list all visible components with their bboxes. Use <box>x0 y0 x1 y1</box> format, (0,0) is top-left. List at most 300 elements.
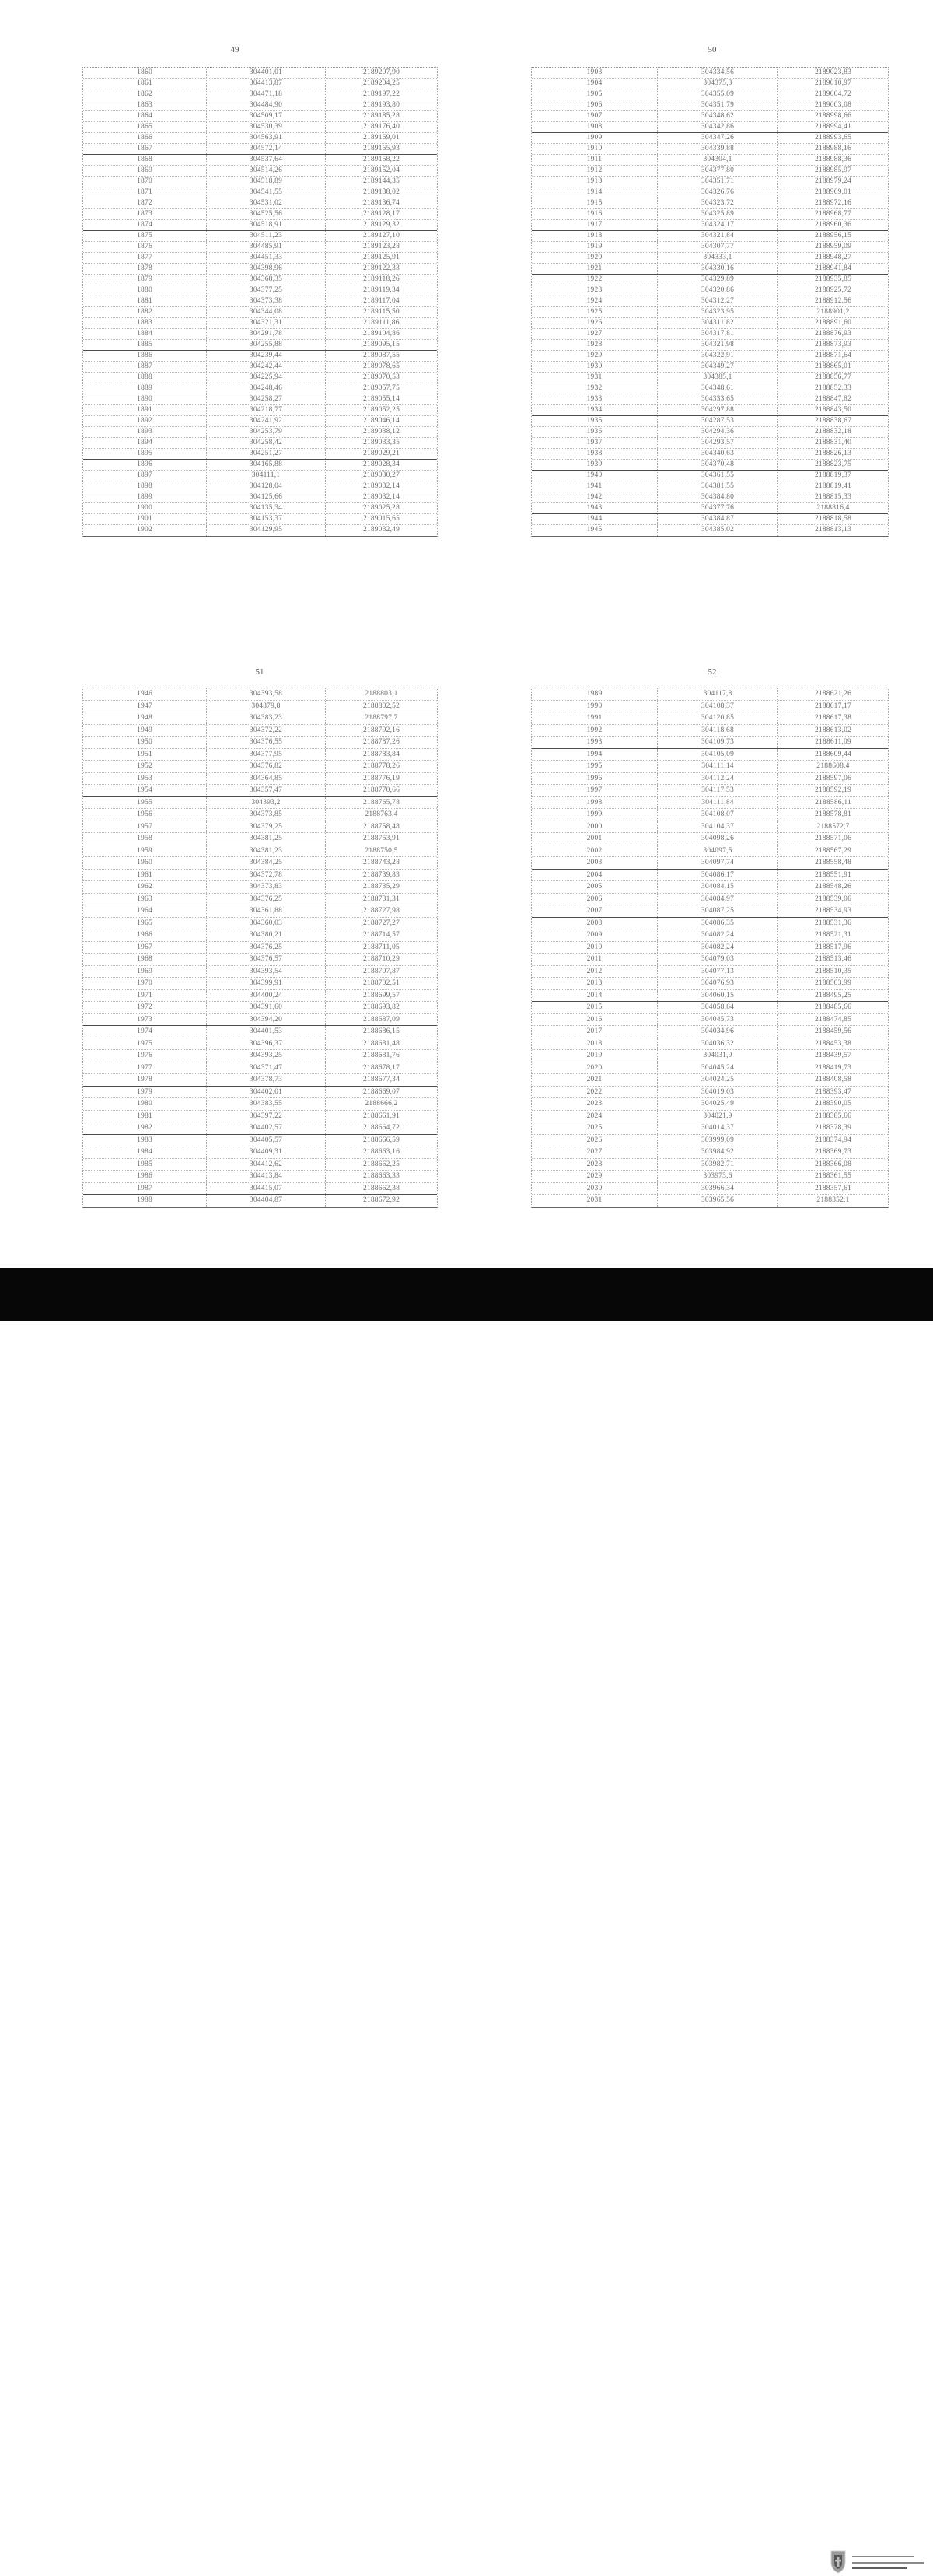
point-number: 1977 <box>83 1062 207 1074</box>
table-row <box>83 231 437 242</box>
point-number: 1906 <box>532 100 658 110</box>
y-coordinate: 2188960,36 <box>814 221 852 229</box>
table-row <box>83 427 437 438</box>
table-row <box>532 1122 888 1135</box>
y-coordinate: 2188803,1 <box>365 690 398 698</box>
y-coordinate: 2188408,58 <box>814 1076 852 1083</box>
x-coordinate: 304304,1 <box>658 155 778 165</box>
x-coordinate: 304368,35 <box>207 275 326 285</box>
y-coordinate: 2188419,73 <box>814 1063 852 1072</box>
x-coordinate: 304405,57 <box>207 1135 326 1146</box>
table-row <box>532 1026 888 1038</box>
table-row <box>532 701 888 713</box>
point-number: 1989 <box>532 688 658 700</box>
y-coordinate: 2188678,17 <box>362 1063 400 1072</box>
point-number: 1886 <box>83 351 207 361</box>
point-number: 1867 <box>83 144 207 154</box>
point-number: 1923 <box>532 285 658 296</box>
y-coordinate: 2189004,72 <box>814 90 852 98</box>
y-coordinate: 2188823,75 <box>814 460 852 468</box>
point-number: 1921 <box>532 264 658 274</box>
table-row <box>83 809 437 821</box>
x-coordinate: 304242,44 <box>207 362 326 372</box>
point-number: 1943 <box>532 503 658 513</box>
y-coordinate: 2188592,19 <box>814 786 852 794</box>
point-number: 1907 <box>532 111 658 121</box>
point-number: 1893 <box>83 427 207 437</box>
x-coordinate: 304321,98 <box>658 340 778 350</box>
y-coordinate: 2189095,15 <box>362 341 400 348</box>
point-number: 1951 <box>83 749 207 761</box>
table-row <box>83 990 437 1003</box>
x-coordinate: 304086,17 <box>658 870 778 881</box>
point-number: 2027 <box>532 1146 658 1158</box>
x-coordinate: 304108,07 <box>658 809 778 821</box>
table-row <box>83 870 437 882</box>
x-coordinate: 304340,63 <box>658 449 778 459</box>
x-coordinate: 304396,37 <box>207 1038 326 1050</box>
x-coordinate: 304385,02 <box>658 525 778 536</box>
y-coordinate: 2188714,57 <box>362 931 400 939</box>
x-coordinate: 304348,61 <box>658 383 778 394</box>
y-coordinate: 2188710,29 <box>362 955 400 963</box>
table-row <box>532 1159 888 1171</box>
x-coordinate: 304376,25 <box>207 942 326 954</box>
x-coordinate: 304376,57 <box>207 954 326 965</box>
table-row <box>83 166 437 177</box>
x-coordinate: 304402,57 <box>207 1122 326 1134</box>
x-coordinate: 304348,62 <box>658 111 778 121</box>
x-coordinate: 304402,01 <box>207 1087 326 1098</box>
table-row <box>532 1135 888 1147</box>
table-row <box>532 264 888 275</box>
table-row <box>532 809 888 821</box>
x-coordinate: 304347,26 <box>658 133 778 143</box>
point-number: 2025 <box>532 1122 658 1134</box>
y-coordinate: 2188988,16 <box>814 145 852 152</box>
point-number: 1987 <box>83 1183 207 1195</box>
table-row <box>83 1111 437 1123</box>
x-coordinate: 304082,24 <box>658 929 778 941</box>
point-number: 1863 <box>83 100 207 110</box>
table-row <box>532 1074 888 1087</box>
y-coordinate: 2188948,27 <box>814 254 852 261</box>
y-coordinate: 2188816,4 <box>816 504 850 512</box>
y-coordinate: 2189032,49 <box>362 526 400 534</box>
y-coordinate: 2188743,28 <box>362 859 400 866</box>
x-coordinate: 304384,25 <box>207 857 326 869</box>
y-coordinate: 2188548,26 <box>814 883 852 891</box>
y-coordinate: 2189176,40 <box>362 123 400 131</box>
table-row <box>532 1062 888 1075</box>
point-number: 2019 <box>532 1050 658 1062</box>
point-number: 2018 <box>532 1038 658 1050</box>
x-coordinate: 304355,09 <box>658 89 778 100</box>
point-number: 1910 <box>532 144 658 154</box>
table-row <box>532 1014 888 1027</box>
table-row <box>83 737 437 749</box>
y-coordinate: 2189125,91 <box>362 254 400 261</box>
table-row <box>532 427 888 438</box>
y-coordinate: 2188621,26 <box>814 690 852 698</box>
y-coordinate: 2189078,65 <box>362 362 400 370</box>
x-coordinate: 304398,96 <box>207 264 326 274</box>
x-coordinate: 304076,93 <box>658 978 778 989</box>
x-coordinate: 304105,09 <box>658 749 778 761</box>
point-number: 2010 <box>532 942 658 954</box>
x-coordinate: 304525,56 <box>207 209 326 219</box>
point-number: 1870 <box>83 177 207 187</box>
x-coordinate: 304118,68 <box>658 725 778 737</box>
table-row <box>532 966 888 978</box>
x-coordinate: 304381,25 <box>207 833 326 845</box>
point-number: 1937 <box>532 438 658 448</box>
point-number: 1931 <box>532 373 658 383</box>
point-number: 2011 <box>532 954 658 965</box>
y-coordinate: 2188686,15 <box>362 1027 400 1035</box>
crest-icon <box>829 2548 847 2574</box>
coordinate-table <box>82 688 438 1208</box>
point-number: 1888 <box>83 373 207 383</box>
x-coordinate: 304021,9 <box>658 1111 778 1122</box>
y-coordinate: 2189122,33 <box>362 264 400 272</box>
point-number: 1957 <box>83 821 207 833</box>
table-row <box>532 296 888 307</box>
y-coordinate: 2189204,25 <box>362 79 400 87</box>
y-coordinate: 2188956,15 <box>814 232 852 240</box>
point-number: 1949 <box>83 725 207 737</box>
table-row <box>532 242 888 253</box>
x-coordinate: 304104,37 <box>658 821 778 833</box>
table-row <box>83 144 437 155</box>
y-coordinate: 2188979,24 <box>814 177 852 185</box>
y-coordinate: 2188856,77 <box>814 373 852 381</box>
table-row <box>83 307 437 318</box>
point-number: 1898 <box>83 481 207 492</box>
point-number: 1996 <box>532 773 658 785</box>
table-row <box>83 329 437 340</box>
x-coordinate: 304381,23 <box>207 845 326 857</box>
y-coordinate: 2188611,09 <box>815 738 851 746</box>
y-coordinate: 2188378,39 <box>814 1124 852 1132</box>
point-number: 1972 <box>83 1002 207 1013</box>
point-number: 1984 <box>83 1146 207 1158</box>
y-coordinate: 2188503,99 <box>814 979 852 987</box>
y-coordinate: 2189117,04 <box>363 297 400 305</box>
y-coordinate: 2188662,25 <box>362 1160 400 1168</box>
y-coordinate: 2188677,34 <box>362 1076 400 1083</box>
y-coordinate: 2189052,25 <box>362 406 400 414</box>
y-coordinate: 2188765,78 <box>362 798 400 807</box>
point-number: 1999 <box>532 809 658 821</box>
point-number: 2009 <box>532 929 658 941</box>
point-number: 1964 <box>83 905 207 917</box>
table-row <box>532 438 888 449</box>
table-row <box>83 362 437 373</box>
point-number: 1915 <box>532 198 658 208</box>
table-row <box>83 416 437 427</box>
y-coordinate: 2188687,09 <box>362 1015 400 1024</box>
y-coordinate: 2188531,36 <box>814 919 852 927</box>
x-coordinate: 304391,60 <box>207 1002 326 1013</box>
table-row <box>83 1002 437 1014</box>
y-coordinate: 2188871,64 <box>814 352 852 359</box>
y-coordinate: 2189152,04 <box>362 166 400 174</box>
x-coordinate: 304378,73 <box>207 1074 326 1086</box>
table-row <box>83 894 437 906</box>
point-number: 1978 <box>83 1074 207 1086</box>
point-number: 2005 <box>532 881 658 893</box>
point-number: 1890 <box>83 394 207 404</box>
x-coordinate: 304165,88 <box>207 460 326 470</box>
x-coordinate: 304376,55 <box>207 737 326 748</box>
point-number: 2023 <box>532 1098 658 1110</box>
y-coordinate: 2188935,85 <box>814 275 852 283</box>
table-row <box>83 1159 437 1171</box>
table-row <box>83 100 437 111</box>
x-coordinate: 304117,53 <box>658 785 778 796</box>
table-row <box>83 133 437 144</box>
y-coordinate: 2188558,48 <box>814 859 852 866</box>
point-number: 2024 <box>532 1111 658 1122</box>
point-number: 1955 <box>83 797 207 809</box>
x-coordinate: 304253,79 <box>207 427 326 437</box>
table-row <box>83 383 437 394</box>
point-number: 1911 <box>532 155 658 165</box>
x-coordinate: 304025,49 <box>658 1098 778 1110</box>
y-coordinate: 2188776,19 <box>362 774 400 782</box>
table-row <box>532 942 888 954</box>
x-coordinate: 304097,5 <box>658 845 778 857</box>
y-coordinate: 2188699,57 <box>362 991 400 999</box>
table-row <box>532 187 888 198</box>
x-coordinate: 304518,89 <box>207 177 326 187</box>
x-coordinate: 304108,37 <box>658 701 778 712</box>
x-coordinate: 304377,80 <box>658 166 778 176</box>
point-number: 1897 <box>83 471 207 481</box>
point-number: 1935 <box>532 416 658 426</box>
point-number: 1961 <box>83 870 207 881</box>
x-coordinate: 304287,53 <box>658 416 778 426</box>
table-row <box>83 253 437 264</box>
point-number: 1918 <box>532 231 658 241</box>
point-number: 1940 <box>532 471 658 481</box>
x-coordinate: 304258,27 <box>207 394 326 404</box>
table-row <box>532 144 888 155</box>
y-coordinate: 2188510,35 <box>814 967 852 975</box>
y-coordinate: 2188813,13 <box>814 526 852 534</box>
y-coordinate: 2188390,05 <box>814 1100 852 1108</box>
x-coordinate: 304297,88 <box>658 405 778 415</box>
y-coordinate: 2189111,86 <box>363 319 400 327</box>
x-coordinate: 304384,87 <box>658 514 778 524</box>
x-coordinate: 304351,79 <box>658 100 778 110</box>
x-coordinate: 304344,08 <box>207 307 326 317</box>
coordinate-table <box>531 688 889 1208</box>
y-coordinate: 2189028,34 <box>362 460 400 468</box>
table-row <box>532 373 888 383</box>
x-coordinate: 304060,15 <box>658 990 778 1002</box>
y-coordinate: 2188735,29 <box>362 883 400 891</box>
x-coordinate: 304333,65 <box>658 394 778 404</box>
x-coordinate: 304377,95 <box>207 749 326 761</box>
point-number: 1993 <box>532 737 658 748</box>
x-coordinate: 304471,18 <box>207 89 326 100</box>
table-row <box>83 857 437 870</box>
x-coordinate: 304326,76 <box>658 187 778 198</box>
x-coordinate: 304014,37 <box>658 1122 778 1134</box>
x-coordinate: 304330,16 <box>658 264 778 274</box>
y-coordinate: 2188763,4 <box>365 810 398 818</box>
x-coordinate: 304383,23 <box>207 712 326 724</box>
table-row <box>83 198 437 209</box>
table-row <box>532 155 888 166</box>
point-number: 1872 <box>83 198 207 208</box>
y-coordinate: 2188617,38 <box>814 714 852 722</box>
x-coordinate: 304058,64 <box>658 1002 778 1013</box>
x-coordinate: 304393,58 <box>207 688 326 700</box>
y-coordinate: 2188521,31 <box>814 931 852 939</box>
y-coordinate: 2188731,31 <box>362 894 400 903</box>
y-coordinate: 2188495,25 <box>814 991 852 999</box>
y-coordinate: 2188551,91 <box>814 870 852 879</box>
table-row <box>83 351 437 362</box>
table-row <box>532 1146 888 1159</box>
point-number: 1968 <box>83 954 207 965</box>
point-number: 2007 <box>532 905 658 917</box>
x-coordinate: 304380,21 <box>207 929 326 941</box>
point-number: 1895 <box>83 449 207 459</box>
x-coordinate: 304511,23 <box>207 231 326 241</box>
point-number: 1953 <box>83 773 207 785</box>
table-row <box>83 929 437 942</box>
x-coordinate: 304360,03 <box>207 918 326 929</box>
table-row <box>83 1183 437 1195</box>
x-coordinate: 304079,03 <box>658 954 778 965</box>
table-row <box>532 990 888 1003</box>
point-number: 1952 <box>83 761 207 772</box>
point-number: 2029 <box>532 1171 658 1182</box>
x-coordinate: 304537,64 <box>207 155 326 165</box>
point-number: 2016 <box>532 1014 658 1026</box>
x-coordinate: 304031,9 <box>658 1050 778 1062</box>
y-coordinate: 2188876,93 <box>814 330 852 338</box>
x-coordinate: 304572,14 <box>207 144 326 154</box>
point-number: 1934 <box>532 405 658 415</box>
y-coordinate: 2188571,06 <box>814 835 852 842</box>
x-coordinate: 304372,22 <box>207 725 326 737</box>
x-coordinate: 303984,92 <box>658 1146 778 1158</box>
y-coordinate: 2188985,97 <box>814 166 852 174</box>
y-coordinate: 2188617,17 <box>814 702 852 710</box>
table-row <box>83 1038 437 1051</box>
point-number: 1869 <box>83 166 207 176</box>
point-number: 1998 <box>532 797 658 809</box>
point-number: 1880 <box>83 285 207 296</box>
table-row <box>83 1014 437 1027</box>
x-coordinate: 304153,37 <box>207 514 326 524</box>
table-row <box>532 1050 888 1062</box>
point-number: 1970 <box>83 978 207 989</box>
table-row <box>532 525 888 536</box>
table-row <box>532 329 888 340</box>
y-coordinate: 2189033,35 <box>362 439 400 446</box>
y-coordinate: 2188787,26 <box>362 738 400 746</box>
x-coordinate: 304329,89 <box>658 275 778 285</box>
y-coordinate: 2188912,56 <box>814 297 852 305</box>
x-coordinate: 304530,39 <box>207 122 326 132</box>
table-row <box>532 785 888 797</box>
point-number: 1875 <box>83 231 207 241</box>
table-row <box>83 1026 437 1038</box>
point-number: 1936 <box>532 427 658 437</box>
table-row <box>532 351 888 362</box>
x-coordinate: 304451,33 <box>207 253 326 263</box>
x-coordinate: 304111,1 <box>207 471 326 481</box>
table-row <box>532 209 888 220</box>
point-number: 1941 <box>532 481 658 492</box>
y-coordinate: 2188865,01 <box>814 362 852 370</box>
point-number: 1985 <box>83 1159 207 1171</box>
table-row <box>532 405 888 416</box>
y-coordinate: 2189015,65 <box>362 515 400 523</box>
point-number: 1912 <box>532 166 658 176</box>
table-row <box>83 1062 437 1075</box>
y-coordinate: 2188681,76 <box>362 1052 400 1059</box>
table-row <box>532 978 888 990</box>
y-coordinate: 2188792,16 <box>362 726 400 734</box>
point-number: 1904 <box>532 79 658 89</box>
table-row <box>83 373 437 383</box>
y-coordinate: 2188818,58 <box>814 515 852 523</box>
x-coordinate: 304413,87 <box>207 79 326 89</box>
y-coordinate: 2188753,91 <box>362 835 400 842</box>
table-row <box>83 1146 437 1159</box>
y-coordinate: 2188873,93 <box>814 341 852 348</box>
table-row <box>83 514 437 525</box>
y-coordinate: 2188534,93 <box>814 907 852 915</box>
y-coordinate: 2188663,16 <box>362 1148 400 1156</box>
y-coordinate: 2188819,41 <box>814 482 852 490</box>
x-coordinate: 304084,15 <box>658 881 778 893</box>
table-row <box>532 894 888 906</box>
point-number: 1929 <box>532 351 658 361</box>
y-coordinate: 2188826,13 <box>814 450 852 457</box>
table-row <box>532 492 888 503</box>
point-number: 2014 <box>532 990 658 1002</box>
table-row <box>532 845 888 858</box>
table-row <box>532 79 888 89</box>
table-row <box>83 460 437 471</box>
point-number: 1916 <box>532 209 658 219</box>
x-coordinate: 304563,91 <box>207 133 326 143</box>
y-coordinate: 2188539,06 <box>814 894 852 903</box>
y-coordinate: 2188993,65 <box>814 134 852 142</box>
point-number: 1860 <box>83 68 207 78</box>
table-row <box>532 416 888 427</box>
point-number: 1976 <box>83 1050 207 1062</box>
x-coordinate: 304294,36 <box>658 427 778 437</box>
x-coordinate: 304321,31 <box>207 318 326 328</box>
x-coordinate: 304291,78 <box>207 329 326 339</box>
point-number: 2006 <box>532 894 658 905</box>
y-coordinate: 2189115,50 <box>363 308 400 316</box>
x-coordinate: 304239,44 <box>207 351 326 361</box>
point-number: 2000 <box>532 821 658 833</box>
point-number: 1995 <box>532 761 658 772</box>
x-coordinate: 304117,8 <box>658 688 778 700</box>
point-number: 1928 <box>532 340 658 350</box>
